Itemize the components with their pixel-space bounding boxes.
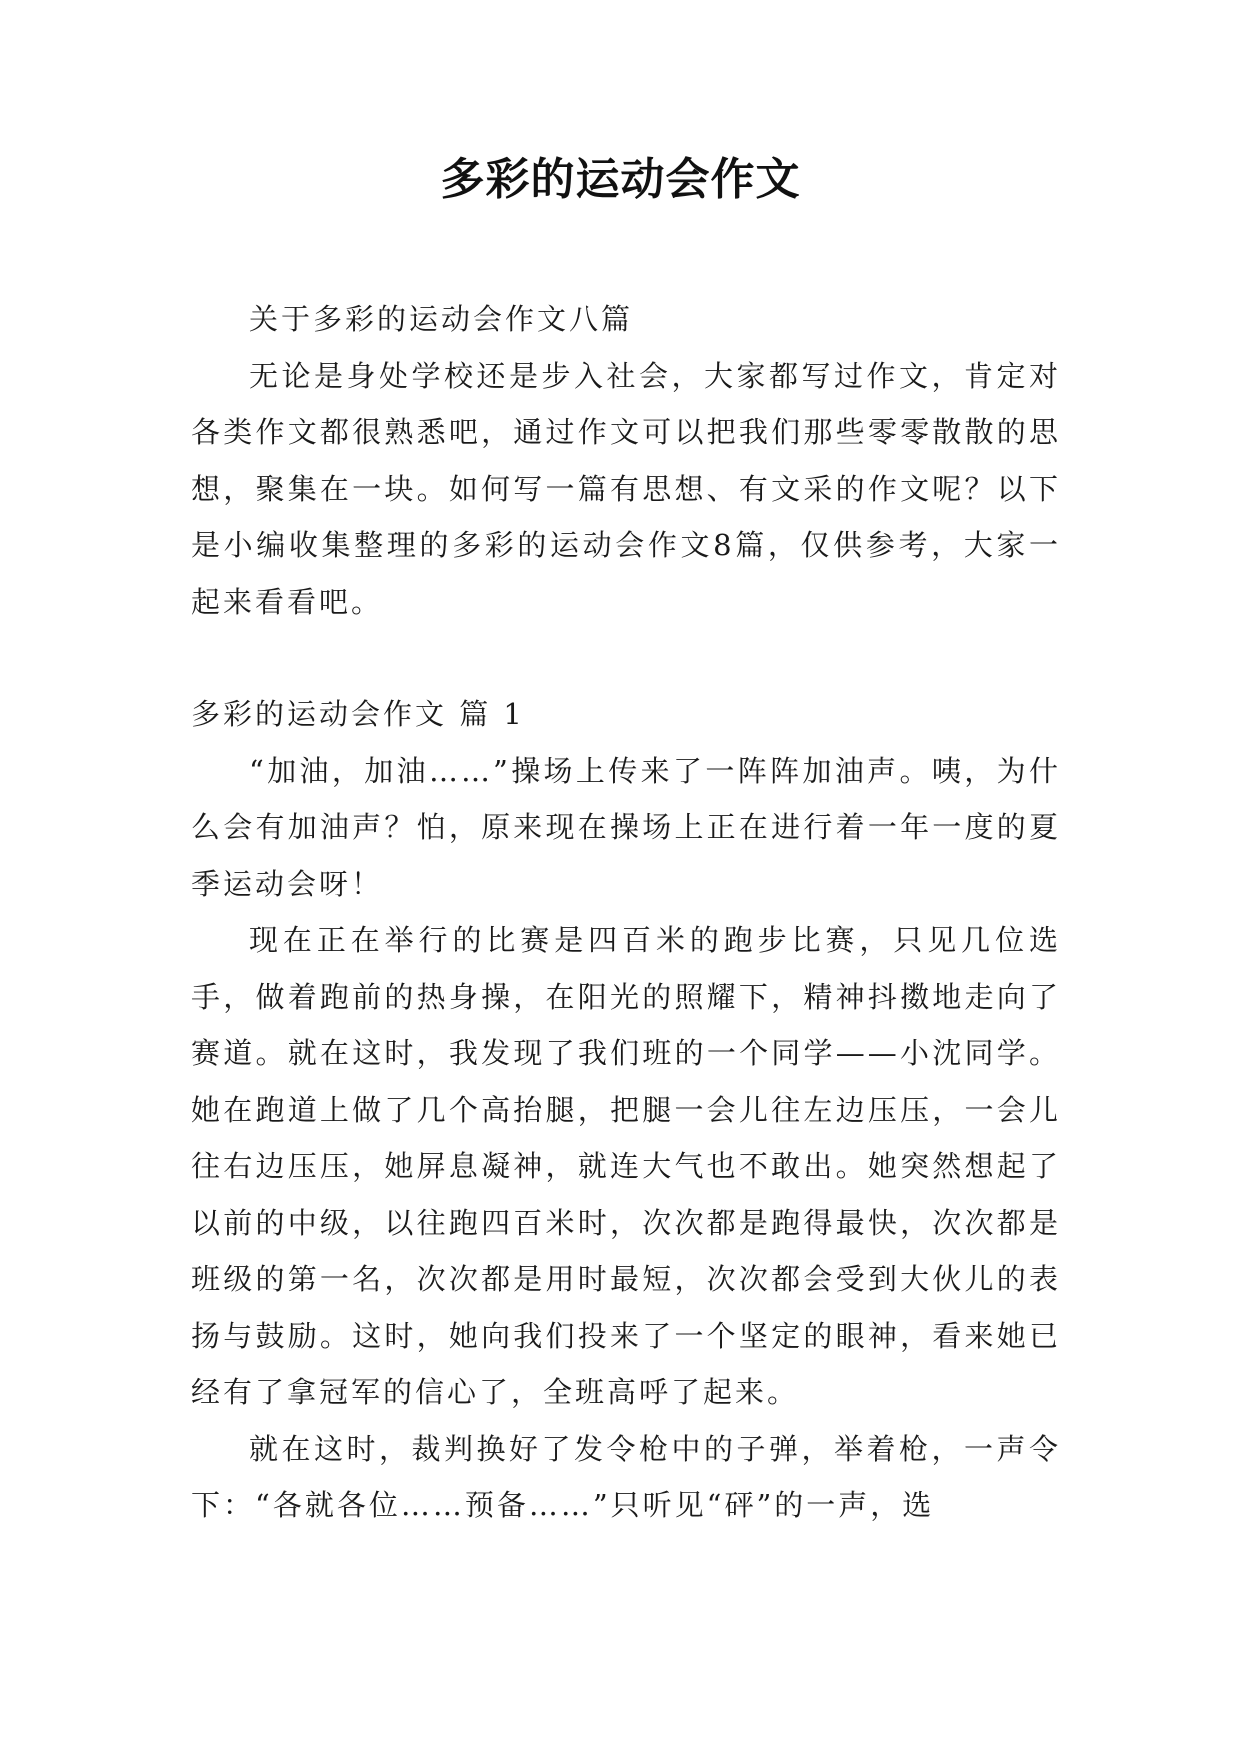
body-paragraph-2: 现在正在举行的比赛是四百米的跑步比赛，只见几位选手，做着跑前的热身操，在阳光的照耀下，精神抖擞地走向了赛道。就在这时，我发现了我们班的一个同学——小沈同学。她在跑道上做了几个高抬腿，把腿一会儿往左边压压，一会儿往右边压压，她屏息凝神，就连大气也不敢出。她突然想起了以前的中级，以往跑四百米时，次次都是跑得最快，次次都是班级的第一名，次次都是用时最短，次次都会受到大伙儿的表扬与鼓励。这时，她向我们投来了一个坚定的眼神，看来她已经有了拿冠军的信心了，全班高呼了起来。	[191, 923, 1061, 1409]
intro-paragraph: 无论是身处学校还是步入社会，大家都写过作文，肯定对各类作文都很熟悉吧，通过作文可以把我们那些零零散散的思想，聚集在一块。如何写一篇有思想、有文采的作文呢？以下是小编收集整理的多彩的运动会作文8篇，仅供参考，大家一起来看看吧。	[191, 358, 1061, 619]
document-body	[191, 291, 1061, 1534]
section-spacer	[191, 630, 1061, 686]
body-paragraph-1: “加油，加油……”操场上传来了一阵阵加油声。咦，为什么会有加油声？怕，原来现在操场上正在进行着一年一度的夏季运动会呀！	[191, 753, 1061, 901]
document-subtitle: 关于多彩的运动会作文八篇	[249, 302, 634, 336]
document-title: 多彩的运动会作文	[440, 154, 801, 205]
section-heading: 多彩的运动会作文 篇 1	[191, 697, 525, 731]
body-paragraph-3: 就在这时，裁判换好了发令枪中的子弹，举着枪，一声令下：“各就各位……预备……”只听见“砰”的一声，选	[191, 1431, 1061, 1522]
